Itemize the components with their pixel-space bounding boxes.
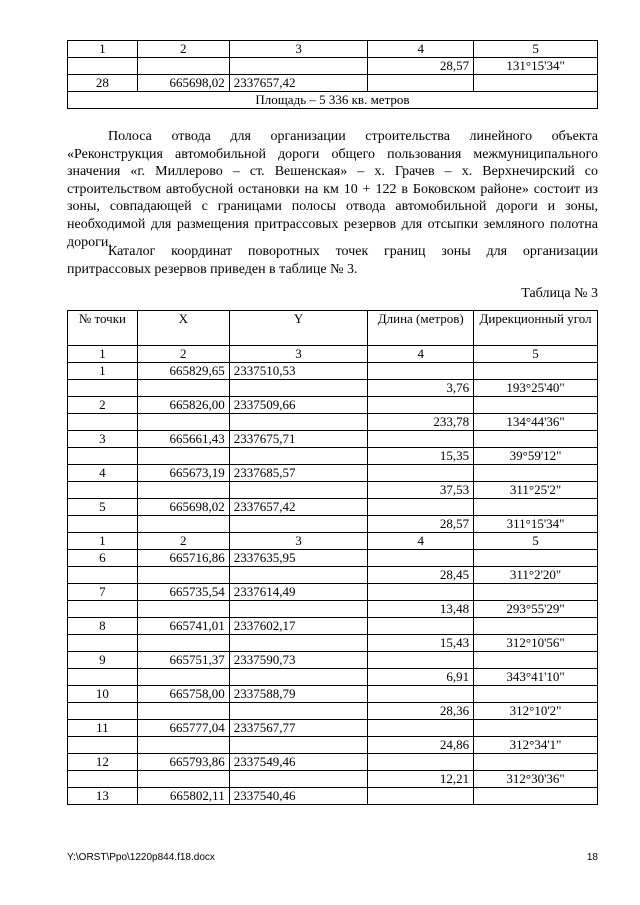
footer-file-path: Y:\ORST\Ppo\1220p844.f18.docx	[67, 852, 215, 863]
column-number: 5	[474, 41, 598, 58]
length-cell: 3,76	[368, 380, 474, 397]
table-row	[68, 669, 598, 686]
y-cell: 2337614,49	[229, 584, 368, 601]
table-row	[68, 584, 598, 601]
x-cell: 665673,19	[137, 465, 229, 482]
length-cell: 13,48	[368, 601, 474, 618]
x-cell: 665661,43	[137, 431, 229, 448]
x-cell: 665793,86	[137, 754, 229, 771]
point-number-cell: 6	[68, 550, 138, 567]
point-number-cell: 4	[68, 465, 138, 482]
point-number-cell: 2	[68, 397, 138, 414]
point-number-cell: 8	[68, 618, 138, 635]
column-number: 3	[229, 533, 368, 550]
angle-cell: 343°41'10"	[474, 669, 598, 686]
table-row	[68, 771, 598, 788]
table-column-numbers-row	[68, 41, 598, 58]
point-number-cell: 5	[68, 499, 138, 516]
angle-cell: 311°25'2"	[474, 482, 598, 499]
point-number-cell: 13	[68, 788, 138, 805]
length-cell: 12,21	[368, 771, 474, 788]
header-angle: Дирекционный угол	[474, 311, 598, 346]
point-number-cell: 28	[68, 75, 138, 92]
table-row	[68, 465, 598, 482]
column-number: 2	[137, 41, 229, 58]
table-column-numbers-row	[68, 346, 598, 363]
length-cell: 37,53	[368, 482, 474, 499]
x-cell: 665758,00	[137, 686, 229, 703]
column-number: 5	[474, 533, 598, 550]
length-cell: 28,45	[368, 567, 474, 584]
length-cell: 28,36	[368, 703, 474, 720]
y-cell: 2337588,79	[229, 686, 368, 703]
angle-cell: 193°25'40"	[474, 380, 598, 397]
paragraph-catalog-intro: Каталог координат поворотных точек границ зоны для организации притрассовых резервов приведен в таблице № 3.	[67, 244, 598, 277]
table-row	[68, 686, 598, 703]
point-number-cell: 11	[68, 720, 138, 737]
header-length: Длина (метров)	[368, 311, 474, 346]
table-row	[68, 703, 598, 720]
table-row	[68, 75, 598, 92]
x-cell: 665716,86	[137, 550, 229, 567]
table-row	[68, 754, 598, 771]
column-number: 5	[474, 346, 598, 363]
table-row	[68, 431, 598, 448]
y-cell: 2337510,53	[229, 363, 368, 380]
angle-cell: 293°55'29"	[474, 601, 598, 618]
table-row	[68, 618, 598, 635]
column-number: 1	[68, 346, 138, 363]
table-row	[68, 788, 598, 805]
y-cell: 2337657,42	[229, 499, 368, 516]
x-cell: 665751,37	[137, 652, 229, 669]
length-cell: 6,91	[368, 669, 474, 686]
table-row	[68, 414, 598, 431]
table-row	[68, 363, 598, 380]
table-row	[68, 397, 598, 414]
area-total: Площадь – 5 336 кв. метров	[68, 92, 598, 109]
coordinates-table	[67, 310, 598, 805]
table-row	[68, 499, 598, 516]
y-cell: 2337509,66	[229, 397, 368, 414]
point-number-cell: 3	[68, 431, 138, 448]
angle-cell: 311°2'20"	[474, 567, 598, 584]
column-number: 1	[68, 533, 138, 550]
column-number: 2	[137, 533, 229, 550]
column-number: 4	[368, 346, 474, 363]
column-number: 3	[229, 346, 368, 363]
length-cell: 15,35	[368, 448, 474, 465]
angle-cell: 312°10'2"	[474, 703, 598, 720]
footer-page-number: 18	[586, 852, 598, 863]
table-row	[68, 720, 598, 737]
x-cell: 665777,04	[137, 720, 229, 737]
angle-cell: 312°30'36"	[474, 771, 598, 788]
y-cell: 2337540,46	[229, 788, 368, 805]
y-cell: 2337602,17	[229, 618, 368, 635]
table-caption: Таблица № 3	[521, 286, 598, 301]
x-cell: 665802,11	[137, 788, 229, 805]
previous-table-continuation	[67, 40, 598, 109]
angle-cell: 134°44'36"	[474, 414, 598, 431]
paragraph-right-of-way: Полоса отвода для организации строительства линейного объекта «Реконструкция автомобильной дороги общего пользования межмуниципального значения «г. Миллерово – ст. Вешенская» – х. Грачев – х. Верхнечирский со строительством автобусной остановки на км 10 + 122 в Боковском районе» состоит из зоны, совпадающей с границами полосы отвода автомобильной дороги и зоны, необходимой для размещения притрассовых резервов для отсыпки земляного полотна дороги.	[67, 129, 598, 250]
x-cell: 665735,54	[137, 584, 229, 601]
table-row	[68, 550, 598, 567]
x-cell: 665698,02	[137, 75, 229, 92]
x-cell: 665826,00	[137, 397, 229, 414]
table-row	[68, 516, 598, 533]
column-number: 1	[68, 41, 138, 58]
column-number: 2	[137, 346, 229, 363]
column-number: 3	[229, 41, 368, 58]
length-cell: 28,57	[368, 516, 474, 533]
angle-cell: 311°15'34"	[474, 516, 598, 533]
length-cell: 233,78	[368, 414, 474, 431]
point-number-cell: 1	[68, 363, 138, 380]
x-cell: 665698,02	[137, 499, 229, 516]
length-cell: 24,86	[368, 737, 474, 754]
y-cell: 2337685,57	[229, 465, 368, 482]
length-cell: 15,43	[368, 635, 474, 652]
point-number-cell: 7	[68, 584, 138, 601]
point-number-cell: 12	[68, 754, 138, 771]
area-row	[68, 92, 598, 109]
table-row	[68, 380, 598, 397]
angle-cell: 131°15'34"	[474, 58, 598, 75]
y-cell: 2337675,71	[229, 431, 368, 448]
point-number-cell: 10	[68, 686, 138, 703]
table-row	[68, 737, 598, 754]
x-cell: 665829,65	[137, 363, 229, 380]
y-cell: 2337549,46	[229, 754, 368, 771]
table-header-row	[68, 311, 598, 346]
table-row	[68, 448, 598, 465]
table-row	[68, 601, 598, 618]
table-row	[68, 58, 598, 75]
table-row	[68, 635, 598, 652]
angle-cell: 39°59'12"	[474, 448, 598, 465]
table-column-numbers-row	[68, 533, 598, 550]
table-row	[68, 482, 598, 499]
y-cell: 2337635,95	[229, 550, 368, 567]
header-y: Y	[229, 311, 368, 346]
header-x: X	[137, 311, 229, 346]
column-number: 4	[368, 533, 474, 550]
angle-cell: 312°10'56"	[474, 635, 598, 652]
table-row	[68, 652, 598, 669]
x-cell: 665741,01	[137, 618, 229, 635]
column-number: 4	[368, 41, 474, 58]
header-point-number: № точки	[68, 311, 138, 346]
y-cell: 2337590,73	[229, 652, 368, 669]
y-cell: 2337657,42	[229, 75, 368, 92]
y-cell: 2337567,77	[229, 720, 368, 737]
point-number-cell: 9	[68, 652, 138, 669]
table-row	[68, 567, 598, 584]
length-cell: 28,57	[368, 58, 474, 75]
angle-cell: 312°34'1"	[474, 737, 598, 754]
